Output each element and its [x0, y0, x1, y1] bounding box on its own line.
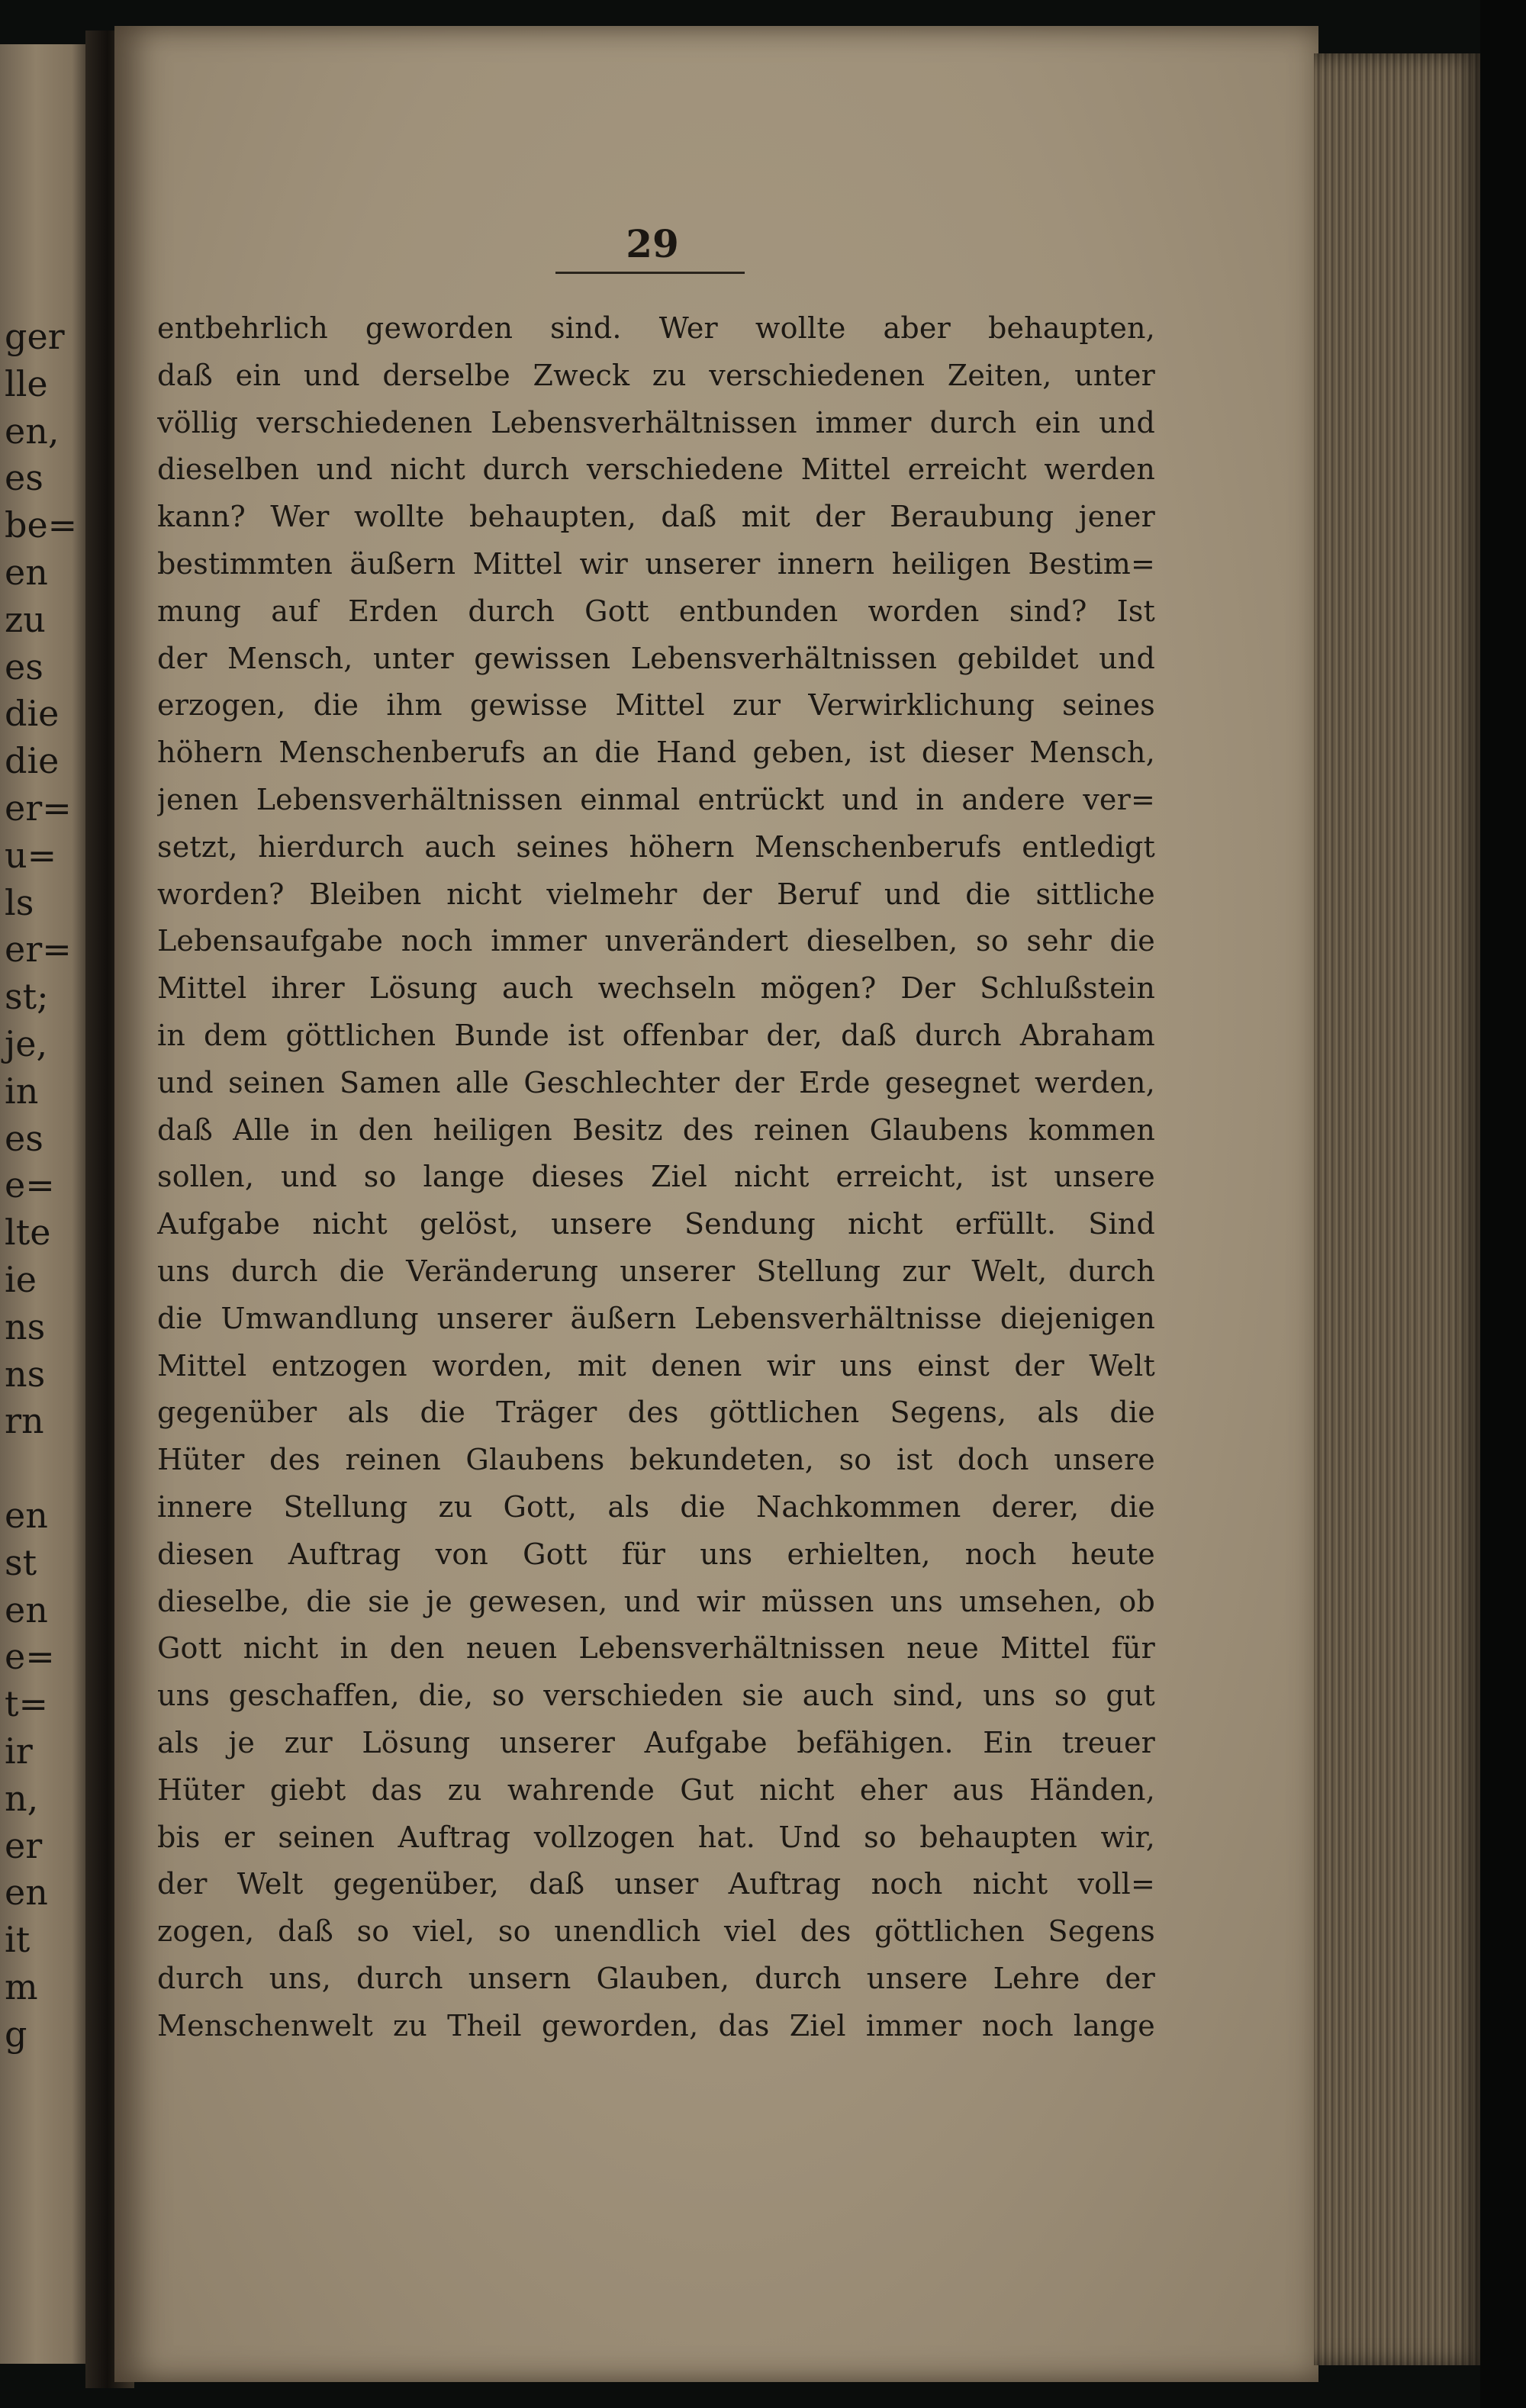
- left-page-line-fragment: je,: [5, 1023, 48, 1064]
- left-page-line-fragment: er: [5, 1824, 43, 1866]
- header-rule: [555, 272, 745, 274]
- left-page-line-fragment: es: [5, 645, 43, 687]
- left-page-line-fragment: m: [5, 1966, 38, 2007]
- text-line: Hüter giebt das zu wahrende Gut nicht eher aus Händen,: [157, 1772, 1155, 1807]
- left-page-line-fragment: ger: [5, 316, 65, 357]
- text-line: Gott nicht in den neuen Lebensverhältnissen neue Mittel für: [157, 1631, 1155, 1666]
- text-line: mung auf Erden durch Gott entbunden worden sind? Ist: [157, 594, 1155, 628]
- text-line: zogen, daß so viel, so unendlich viel des göttlichen Segens: [157, 1914, 1155, 1949]
- text-line: worden? Bleiben nicht vielmehr der Beruf und die sittliche: [157, 877, 1155, 911]
- text-line: der Welt gegenüber, daß unser Auftrag noch nicht voll=: [157, 1867, 1155, 1901]
- left-page-line-fragment: ns: [5, 1305, 46, 1347]
- text-line: uns geschaffen, die, so verschieden sie auch sind, uns so gut: [157, 1679, 1155, 1713]
- left-page-line-fragment: t=: [5, 1683, 49, 1725]
- text-line: höhern Menschenberufs an die Hand geben, ist dieser Mensch,: [157, 736, 1155, 770]
- left-page-line-fragment: in: [5, 1070, 39, 1112]
- left-page-line-fragment: rn: [5, 1400, 44, 1442]
- left-page-line-fragment: n,: [5, 1777, 39, 1819]
- left-page-line-fragment: ie: [5, 1259, 37, 1300]
- left-page-line-fragment: er=: [5, 787, 72, 829]
- left-page-line-fragment: lle: [5, 362, 48, 404]
- text-line: durch uns, durch unsern Glauben, durch unsere Lehre der: [157, 1961, 1155, 1995]
- text-line: Mittel ihrer Lösung auch wechseln mögen? Der Schlußstein: [157, 971, 1155, 1006]
- page-body-text: [157, 305, 1155, 2049]
- text-line: diesen Auftrag von Gott für uns erhielten, noch heute: [157, 1537, 1155, 1571]
- left-page-line-fragment: en: [5, 1872, 48, 1914]
- left-page-line-fragment: lte: [5, 1212, 51, 1254]
- text-line: setzt, hierdurch auch seines höhern Menschenberufs entledigt: [157, 829, 1155, 864]
- left-page-line-fragment: die: [5, 740, 60, 782]
- background-edge: [1480, 0, 1526, 2408]
- page-edges: [1314, 53, 1485, 2365]
- left-page-line-fragment: ls: [5, 881, 34, 923]
- left-page-line-fragment: st: [5, 1541, 37, 1583]
- text-line: erzogen, die ihm gewisse Mittel zur Verwirklichung seines: [157, 688, 1155, 723]
- left-page-line-fragment: en: [5, 1495, 48, 1536]
- text-line: dieselbe, die sie je gewesen, und wir müssen uns umsehen, ob: [157, 1584, 1155, 1618]
- text-line: uns durch die Veränderung unserer Stellung zur Welt, durch: [157, 1254, 1155, 1288]
- text-line: kann? Wer wollte behaupten, daß mit der Beraubung jener: [157, 500, 1155, 534]
- previous-page-edge: [0, 44, 90, 2364]
- left-page-line-fragment: ns: [5, 1353, 46, 1395]
- left-page-line-fragment: be=: [5, 504, 78, 546]
- text-line: Lebensaufgabe noch immer unverändert dieselben, so sehr die: [157, 924, 1155, 958]
- page-number: 29: [626, 221, 679, 266]
- text-line: der Mensch, unter gewissen Lebensverhältnissen gebildet und: [157, 641, 1155, 675]
- left-page-line-fragment: en: [5, 1589, 48, 1631]
- text-line: dieselben und nicht durch verschiedene Mittel erreicht werden: [157, 452, 1155, 487]
- text-line: entbehrlich geworden sind. Wer wollte aber behaupten,: [157, 311, 1155, 345]
- text-line: gegenüber als die Träger des göttlichen Segens, als die: [157, 1396, 1155, 1430]
- text-line: sollen, und so lange dieses Ziel nicht erreicht, ist unsere: [157, 1160, 1155, 1194]
- text-line: jenen Lebensverhältnissen einmal entrückt und in andere ver=: [157, 782, 1155, 816]
- left-page-line-fragment: u=: [5, 834, 57, 876]
- text-line: daß ein und derselbe Zweck zu verschiedenen Zeiten, unter: [157, 358, 1155, 392]
- left-page-line-fragment: ir: [5, 1730, 33, 1772]
- left-page-line-fragment: zu: [5, 598, 46, 640]
- left-page-line-fragment: en,: [5, 410, 60, 452]
- left-page-line-fragment: e=: [5, 1164, 55, 1206]
- text-line: Mittel entzogen worden, mit denen wir uns einst der Welt: [157, 1348, 1155, 1383]
- left-page-line-fragment: en: [5, 552, 48, 593]
- left-page-line-fragment: g: [5, 2013, 27, 2055]
- text-line: Menschenwelt zu Theil geworden, das Ziel immer noch lange: [157, 2008, 1155, 2043]
- text-line: bestimmten äußern Mittel wir unserer innern heiligen Bestim=: [157, 546, 1155, 581]
- left-page-line-fragment: st;: [5, 976, 49, 1018]
- text-line: die Umwandlung unserer äußern Lebensverhältnisse diejenigen: [157, 1301, 1155, 1335]
- left-page-line-fragment: es: [5, 1117, 43, 1159]
- text-line: in dem göttlichen Bunde ist offenbar der, daß durch Abraham: [157, 1018, 1155, 1052]
- text-line: daß Alle in den heiligen Besitz des reinen Glaubens kommen: [157, 1112, 1155, 1147]
- text-line: Hüter des reinen Glaubens bekundeten, so ist doch unsere: [157, 1443, 1155, 1477]
- text-line: als je zur Lösung unserer Aufgabe befähigen. Ein treuer: [157, 1725, 1155, 1759]
- left-page-line-fragment: es: [5, 457, 43, 499]
- text-line: Aufgabe nicht gelöst, unsere Sendung nicht erfüllt. Sind: [157, 1207, 1155, 1241]
- left-page-line-fragment: er=: [5, 929, 72, 971]
- left-page-line-fragment: it: [5, 1919, 31, 1961]
- left-page-line-fragment: die: [5, 693, 60, 735]
- text-line: völlig verschiedenen Lebensverhältnissen immer durch ein und: [157, 405, 1155, 439]
- text-line: innere Stellung zu Gott, als die Nachkommen derer, die: [157, 1489, 1155, 1524]
- text-line: bis er seinen Auftrag vollzogen hat. Und so behaupten wir,: [157, 1820, 1155, 1854]
- left-page-line-fragment: e=: [5, 1636, 55, 1678]
- text-line: und seinen Samen alle Geschlechter der Erde gesegnet werden,: [157, 1065, 1155, 1099]
